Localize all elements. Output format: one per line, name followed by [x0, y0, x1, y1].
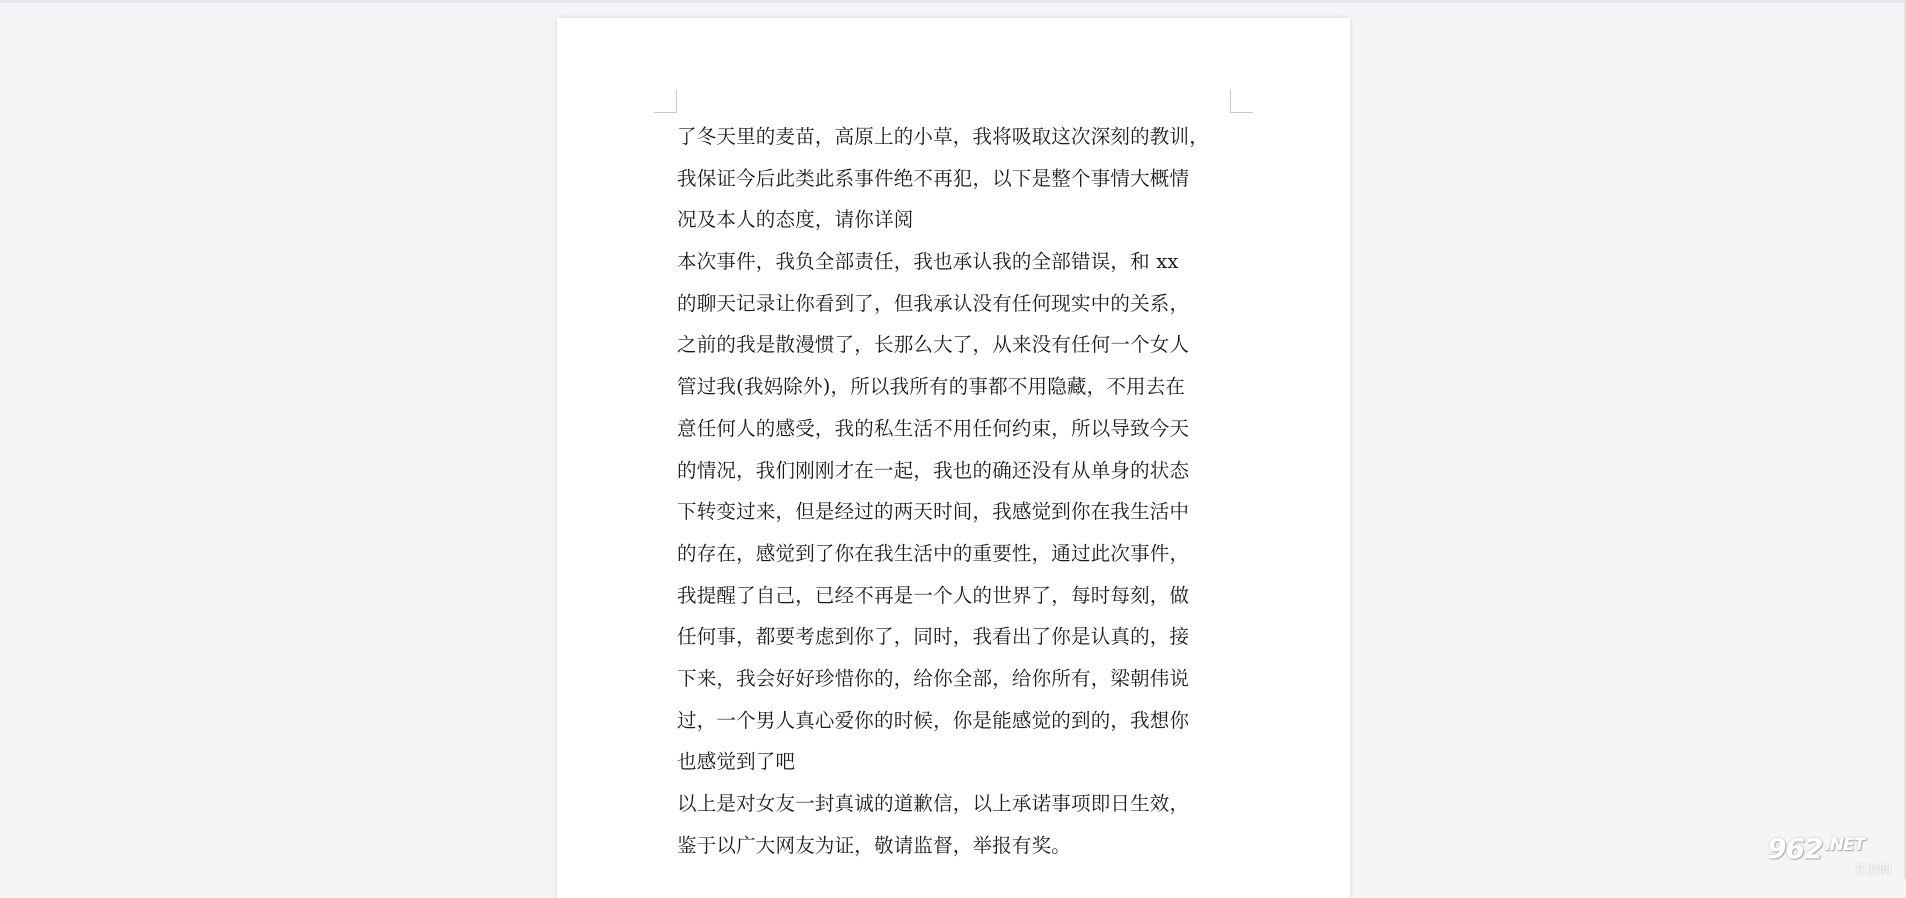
text-line: 管过我(我妈除外)，所以我所有的事都不用隐藏，不用去在 [677, 375, 1186, 399]
text-line: 本次事件，我负全部责任，我也承认我的全部错误，和 xx [677, 250, 1179, 274]
text-line: 下转变过来，但是经过的两天时间，我感觉到你在我生活中 [677, 500, 1190, 524]
text-line: 我保证今后此类此系事件绝不再犯，以下是整个事情大概情 [677, 166, 1190, 190]
watermark-number: 962 [1767, 832, 1823, 865]
document-body[interactable] [677, 116, 1237, 866]
margin-marker-top-left [654, 90, 677, 113]
margin-marker-top-right [1230, 90, 1253, 113]
window-top-edge [0, 0, 1906, 3]
watermark-suffix: .NET [1824, 835, 1865, 855]
text-line: 过，一个男人真心爱你的时候，你是能感觉的到的，我想你 [677, 708, 1190, 732]
text-line: 意任何人的感受，我的私生活不用任何约束，所以导致今天 [677, 416, 1190, 440]
text-line: 的情况，我们刚刚才在一起，我也的确还没有从单身的状态 [677, 458, 1190, 482]
text-line: 之前的我是散漫惯了，长那么大了，从来没有任何一个女人 [677, 333, 1190, 357]
text-line: 任何事，都要考虑到你了，同时，我看出了你是认真的，接 [677, 625, 1190, 649]
text-line: 也感觉到了吧 [677, 750, 796, 774]
text-line: 的存在，感觉到了你在我生活中的重要性，通过此次事件， [677, 541, 1190, 565]
document-page[interactable] [557, 18, 1350, 898]
site-watermark-logo [1767, 832, 1897, 876]
watermark-brand [1767, 832, 1864, 865]
watermark-subtitle: 乐游网 [1854, 863, 1891, 877]
text-line: 的聊天记录让你看到了，但我承认没有任何现实中的关系， [677, 291, 1190, 315]
text-line: 下来，我会好好珍惜你的，给你全部，给你所有，梁朝伟说 [677, 666, 1190, 690]
text-line: 鉴于以广大网友为证，敬请监督，举报有奖。 [677, 833, 1072, 857]
text-line: 况及本人的态度，请你详阅 [677, 208, 914, 232]
text-line: 了冬天里的麦苗，高原上的小草，我将吸取这次深刻的教训， [677, 125, 1209, 148]
text-line: 以上是对女友一封真诚的道歉信，以上承诺事项即日生效， [677, 792, 1190, 815]
text-line: 我提醒了自己，已经不再是一个人的世界了，每时每刻，做 [677, 583, 1190, 607]
